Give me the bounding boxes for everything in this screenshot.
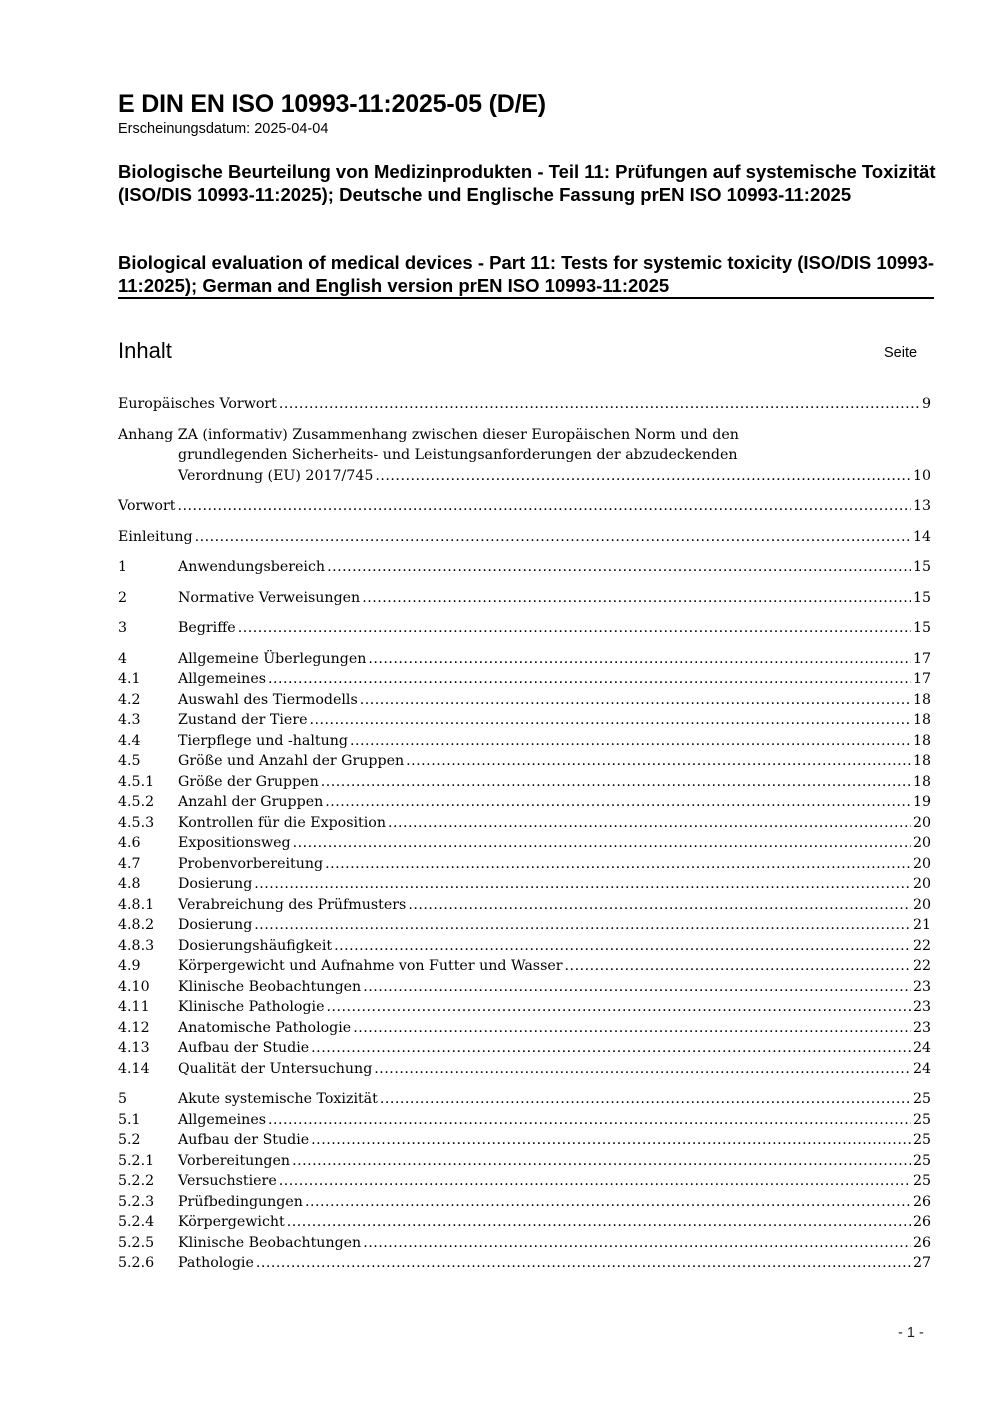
toc-entry[interactable] bbox=[118, 1233, 931, 1254]
toc-entry-page: 22 bbox=[912, 958, 931, 974]
toc-entry[interactable] bbox=[118, 915, 931, 936]
toc-entry-number: 4.4 bbox=[118, 732, 141, 749]
toc-entry-page: 24 bbox=[912, 1060, 931, 1077]
toc-leader-dots bbox=[238, 618, 911, 639]
toc-entry-page: 17 bbox=[912, 671, 931, 687]
toc-entry-number: 5.2.2 bbox=[118, 1173, 155, 1189]
toc-leader-dots bbox=[406, 751, 911, 772]
toc-leader-dots bbox=[565, 956, 911, 977]
toc-leader-dots bbox=[408, 895, 911, 916]
toc-entry-text: Einleitung bbox=[118, 528, 193, 545]
toc-entry[interactable] bbox=[118, 1171, 931, 1192]
toc-entry-number: 5 bbox=[118, 1091, 128, 1107]
toc-entry-text: Qualität der Untersuchung bbox=[178, 1060, 373, 1077]
toc-entry-text: Kontrollen für die Exposition bbox=[178, 814, 386, 831]
toc-entry[interactable] bbox=[118, 690, 931, 711]
toc-entry[interactable] bbox=[118, 527, 931, 548]
toc-entry-text-line: Anhang ZA (informativ) Zusammenhang zwischen dieser Europäischen Norm und den bbox=[118, 426, 739, 443]
toc-entry-number: 4.3 bbox=[118, 712, 141, 728]
toc-entry-number: 2 bbox=[118, 589, 128, 606]
toc-entry-text: Größe und Anzahl der Gruppen bbox=[178, 753, 405, 769]
toc-entry-page: 10 bbox=[912, 467, 931, 484]
toc-entry-text: Europäisches Vorwort bbox=[118, 396, 277, 412]
toc-entry-text: Aufbau der Studie bbox=[178, 1132, 310, 1148]
toc-entry-number: 5.2.6 bbox=[118, 1255, 155, 1271]
toc-entry-text: Auswahl des Tiermodells bbox=[178, 691, 358, 708]
toc-entry[interactable] bbox=[118, 813, 931, 834]
toc-entry-text: Versuchstiere bbox=[178, 1173, 277, 1189]
toc-leader-dots bbox=[177, 496, 911, 517]
toc-entry-page: 18 bbox=[912, 753, 931, 769]
toc-entry[interactable] bbox=[118, 1110, 931, 1131]
toc-entry-page: 18 bbox=[912, 732, 931, 749]
toc-entry[interactable] bbox=[118, 833, 931, 854]
toc-entry-text: Klinische Beobachtungen bbox=[178, 1234, 362, 1251]
toc-entry-text-line: Verordnung (EU) 2017/745 bbox=[178, 467, 374, 484]
toc-entry[interactable] bbox=[118, 1130, 931, 1151]
toc-entry-number: 5.2.5 bbox=[118, 1234, 155, 1251]
toc-entry-number: 4.11 bbox=[118, 999, 150, 1015]
toc-entry-page: 18 bbox=[912, 691, 931, 708]
toc-entry-number: 5.2.4 bbox=[118, 1214, 155, 1230]
toc-entry[interactable] bbox=[118, 588, 931, 609]
toc-leader-dots bbox=[311, 1130, 911, 1151]
toc-entry-text: Größe der Gruppen bbox=[178, 773, 319, 790]
toc-entry-text: Begriffe bbox=[178, 620, 236, 636]
publication-date: Erscheinungsdatum: 2025-04-04 bbox=[118, 121, 329, 137]
toc-entry-number: 4.10 bbox=[118, 978, 150, 995]
toc-entry-page: 9 bbox=[921, 396, 931, 412]
toc-entry[interactable] bbox=[118, 854, 931, 875]
toc-entry-text: Tierpflege und -haltung bbox=[178, 732, 348, 749]
toc-leader-dots bbox=[327, 557, 911, 578]
toc-leader-dots bbox=[268, 669, 911, 690]
document-number: E DIN EN ISO 10993-11:2025-05 (D/E) bbox=[118, 90, 546, 118]
toc-entry-page: 18 bbox=[912, 773, 931, 790]
toc-leader-dots bbox=[321, 772, 911, 793]
toc-page-column-label: Seite bbox=[884, 345, 918, 361]
toc-leader-dots bbox=[363, 977, 911, 998]
toc-leader-dots bbox=[305, 1192, 911, 1213]
toc-entry-page: 26 bbox=[912, 1193, 931, 1210]
toc-leader-dots bbox=[325, 792, 911, 813]
toc-entry[interactable] bbox=[118, 1192, 931, 1213]
toc-entry[interactable] bbox=[118, 1089, 931, 1110]
toc-entry-page: 15 bbox=[912, 589, 931, 606]
toc-entry-page: 25 bbox=[912, 1132, 931, 1148]
toc-heading: Inhalt bbox=[118, 338, 172, 363]
toc-entry-text: Verabreichung des Prüfmusters bbox=[178, 896, 407, 913]
toc-entry-page: 25 bbox=[912, 1152, 931, 1169]
toc-entry[interactable] bbox=[118, 1212, 931, 1233]
toc-entry-number: 4.2 bbox=[118, 691, 141, 708]
toc-leader-dots bbox=[380, 1089, 911, 1110]
toc-leader-dots bbox=[287, 1212, 911, 1233]
toc-entry-text: Probenvorbereitung bbox=[178, 855, 324, 872]
toc-entry[interactable] bbox=[118, 936, 931, 957]
toc-entry-text: Anwendungsbereich bbox=[178, 559, 326, 575]
toc-entry-text: Anzahl der Gruppen bbox=[178, 794, 324, 810]
toc-leader-dots bbox=[326, 997, 910, 1018]
toc-leader-dots bbox=[268, 1110, 911, 1131]
toc-entry-page: 23 bbox=[912, 978, 931, 995]
toc-entry-page: 25 bbox=[912, 1091, 931, 1107]
toc-leader-dots bbox=[292, 1151, 911, 1172]
toc-entry-page: 20 bbox=[912, 876, 931, 892]
toc-entry-page: 17 bbox=[912, 650, 931, 667]
toc-entry-text: Körpergewicht und Aufnahme von Futter und Wasser bbox=[178, 958, 563, 974]
toc-entry[interactable] bbox=[118, 1059, 931, 1080]
toc-entry-page: 26 bbox=[912, 1234, 931, 1251]
toc-entry[interactable] bbox=[118, 1151, 931, 1172]
toc-entry[interactable] bbox=[118, 731, 931, 752]
toc-leader-dots bbox=[350, 731, 911, 752]
toc-entry-number: 3 bbox=[118, 620, 128, 636]
toc-entry[interactable] bbox=[118, 772, 931, 793]
toc-entry-text: Aufbau der Studie bbox=[178, 1040, 310, 1056]
toc-entry-page: 22 bbox=[912, 937, 931, 954]
toc-entry[interactable] bbox=[118, 895, 931, 916]
toc-entry-text: Dosierung bbox=[178, 917, 253, 933]
toc-entry-text: Allgemeines bbox=[178, 671, 266, 687]
toc-entry-number: 4.8.1 bbox=[118, 896, 155, 913]
toc-entry-page: 20 bbox=[912, 835, 931, 851]
toc-entry-page: 19 bbox=[912, 794, 931, 810]
toc-entry-text-line: grundlegenden Sicherheits- und Leistungsanforderungen der abzudeckenden bbox=[178, 447, 738, 463]
toc-entry-page: 25 bbox=[912, 1173, 931, 1189]
toc-entry-page: 14 bbox=[912, 528, 931, 545]
title-english: Biological evaluation of medical devices - Part 11: Tests for systemic toxicity (ISO/DIS 10993-11:2025); German and English version prEN ISO 10993-11:2025 bbox=[118, 252, 935, 296]
toc-entry[interactable] bbox=[118, 997, 931, 1018]
toc-entry-text: Zustand der Tiere bbox=[178, 712, 308, 728]
toc-entry-page: 15 bbox=[912, 559, 931, 575]
toc-entry-text: Dosierungshäufigkeit bbox=[178, 937, 333, 954]
toc-leader-dots bbox=[254, 915, 911, 936]
toc-entry-text: Pathologie bbox=[178, 1255, 254, 1271]
toc-leader-dots bbox=[362, 588, 911, 609]
toc-leader-dots bbox=[374, 1059, 911, 1080]
toc-entry-text: Anatomische Pathologie bbox=[178, 1019, 352, 1036]
toc-entry-number: 4.8.3 bbox=[118, 937, 155, 954]
toc-entry[interactable] bbox=[118, 956, 931, 977]
toc-entry[interactable] bbox=[118, 1018, 931, 1039]
toc-entry[interactable] bbox=[118, 874, 931, 895]
toc-entry-number: 4.5.3 bbox=[118, 814, 155, 831]
toc-leader-dots bbox=[293, 833, 911, 854]
toc-entry-text: Vorwort bbox=[118, 498, 176, 514]
toc-entry-text: Expositionsweg bbox=[178, 835, 291, 851]
toc-entry-page: 23 bbox=[912, 999, 931, 1015]
toc-entry-number: 4.7 bbox=[118, 855, 141, 872]
toc-entry-number: 4 bbox=[118, 650, 128, 667]
toc-entry-text: Klinische Beobachtungen bbox=[178, 978, 362, 995]
toc-entry-text: Normative Verweisungen bbox=[178, 589, 361, 606]
toc-entry-number: 4.12 bbox=[118, 1019, 150, 1036]
toc-entry-text: Dosierung bbox=[178, 876, 253, 892]
toc-entry-page: 13 bbox=[912, 498, 931, 514]
toc-leader-dots bbox=[256, 1253, 911, 1274]
toc-entry-annex-za[interactable] bbox=[118, 425, 931, 487]
toc-entry[interactable] bbox=[118, 496, 931, 517]
toc-entry-text: Klinische Pathologie bbox=[178, 999, 325, 1015]
toc-entry-text: Vorbereitungen bbox=[178, 1152, 291, 1169]
toc-entry-text: Allgemeines bbox=[178, 1111, 266, 1128]
toc-entry-page: 15 bbox=[912, 620, 931, 636]
toc-entry-page: 26 bbox=[912, 1214, 931, 1230]
toc-entry-text: Prüfbedingungen bbox=[178, 1193, 303, 1210]
toc-entry[interactable] bbox=[118, 1253, 931, 1274]
toc-entry-number: 4.1 bbox=[118, 671, 141, 687]
toc-entry-page: 27 bbox=[912, 1255, 931, 1271]
toc-entry-text: Körpergewicht bbox=[178, 1214, 285, 1230]
toc-leader-dots bbox=[311, 1038, 911, 1059]
page-number: - 1 - bbox=[898, 1325, 924, 1341]
toc-entry-number: 4.8.2 bbox=[118, 917, 155, 933]
toc-leader-dots bbox=[360, 690, 911, 711]
toc-entry-number: 4.14 bbox=[118, 1060, 150, 1077]
toc-entry-page: 20 bbox=[912, 896, 931, 913]
toc-entry[interactable] bbox=[118, 751, 931, 772]
toc-entry-number: 5.1 bbox=[118, 1111, 141, 1128]
toc-entry[interactable] bbox=[118, 792, 931, 813]
toc-entry[interactable] bbox=[118, 394, 931, 415]
toc-leader-dots bbox=[279, 394, 920, 415]
toc-entry-number: 4.9 bbox=[118, 958, 141, 974]
toc-leader-dots bbox=[334, 936, 911, 957]
toc-entry-number: 4.6 bbox=[118, 835, 141, 851]
toc-entry[interactable] bbox=[118, 977, 931, 998]
toc-entry[interactable] bbox=[118, 557, 931, 578]
toc-entry-number: 4.13 bbox=[118, 1040, 150, 1056]
toc-entry[interactable] bbox=[118, 669, 931, 690]
toc-entry[interactable] bbox=[118, 1038, 931, 1059]
toc-entry-number: 4.8 bbox=[118, 876, 141, 892]
toc-entry-page: 20 bbox=[912, 855, 931, 872]
toc-entry-page: 21 bbox=[912, 917, 931, 933]
toc-leader-dots bbox=[279, 1171, 911, 1192]
toc-leader-dots bbox=[375, 466, 911, 487]
toc-leader-dots bbox=[363, 1233, 911, 1254]
toc-entry[interactable] bbox=[118, 710, 931, 731]
toc-leader-dots bbox=[254, 874, 911, 895]
toc-entry-number: 4.5.1 bbox=[118, 773, 155, 790]
toc-entry-text: Allgemeine Überlegungen bbox=[178, 650, 367, 667]
toc-entry-page: 23 bbox=[912, 1019, 931, 1036]
toc-entry-page: 24 bbox=[912, 1040, 931, 1056]
toc-entry-page: 25 bbox=[912, 1111, 931, 1128]
toc-entry-page: 18 bbox=[912, 712, 931, 728]
table-of-contents bbox=[118, 394, 931, 1274]
toc-entry-page: 20 bbox=[912, 814, 931, 831]
toc-leader-dots bbox=[310, 710, 911, 731]
title-divider bbox=[118, 297, 934, 299]
toc-entry[interactable] bbox=[118, 618, 931, 639]
toc-leader-dots bbox=[195, 527, 911, 548]
toc-leader-dots bbox=[325, 854, 911, 875]
title-german: Biologische Beurteilung von Medizinprodukten - Teil 11: Prüfungen auf systemische Toxizität (ISO/DIS 10993-11:2025); Deutsche und Englische Fassung prEN ISO 10993-11:2025 bbox=[118, 161, 936, 205]
toc-leader-dots bbox=[353, 1018, 911, 1039]
toc-entry-number: 5.2.3 bbox=[118, 1193, 155, 1210]
toc-leader-dots bbox=[388, 813, 911, 834]
toc-entry-number: 4.5 bbox=[118, 753, 141, 769]
toc-entry[interactable] bbox=[118, 649, 931, 670]
toc-entry-number: 1 bbox=[118, 559, 128, 575]
toc-entry-text: Akute systemische Toxizität bbox=[178, 1091, 378, 1107]
toc-entry-number: 4.5.2 bbox=[118, 794, 155, 810]
toc-leader-dots bbox=[368, 649, 911, 670]
toc-entry-number: 5.2 bbox=[118, 1132, 141, 1148]
toc-entry-number: 5.2.1 bbox=[118, 1152, 155, 1169]
